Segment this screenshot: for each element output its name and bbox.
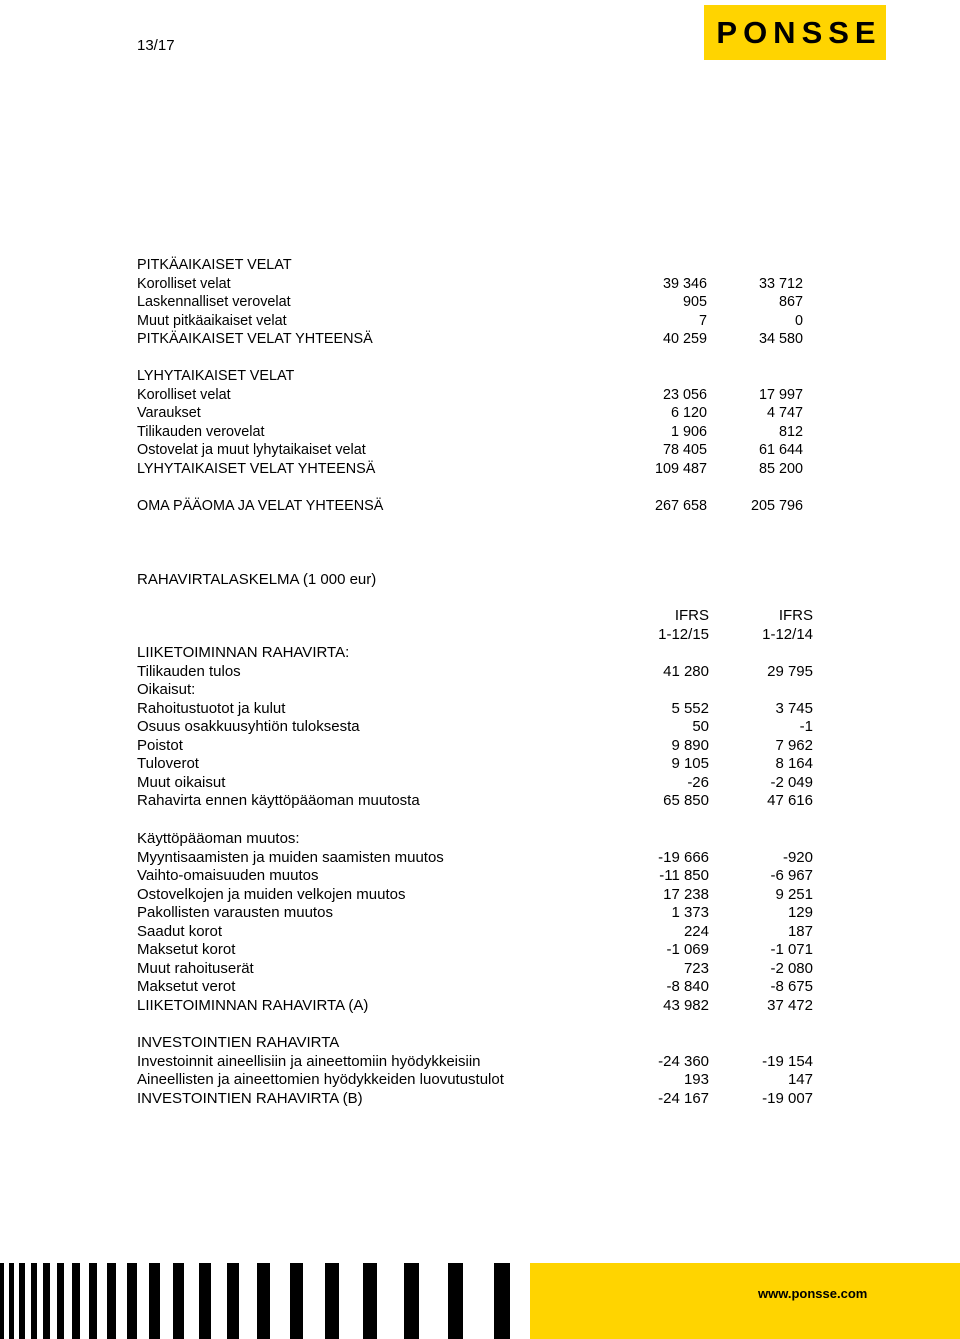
footer-stripe [89, 1263, 97, 1339]
value-current: 5 552 [671, 699, 709, 717]
value-previous: -19 154 [762, 1052, 813, 1070]
footer-stripe [72, 1263, 80, 1339]
column-header-standard: IFRS [778, 607, 813, 624]
value-previous: 867 [778, 294, 803, 310]
ponsse-logo [704, 5, 886, 60]
value-current: 905 [682, 294, 707, 310]
row-label: Muut pitkäaikaiset velat [137, 312, 287, 329]
table-row [137, 644, 817, 663]
operating-cash-flow-section [137, 607, 817, 811]
table-row [137, 1034, 817, 1053]
footer-stripe [404, 1263, 419, 1339]
column-header-standard: IFRS [674, 607, 709, 624]
value-current: 17 238 [663, 885, 709, 903]
value-current: 9 105 [671, 755, 709, 772]
value-current: 723 [683, 959, 709, 977]
row-label: Tilikauden verovelat [137, 423, 265, 440]
row-label: Ostovelkojen ja muiden velkojen muutos [137, 885, 406, 903]
value-previous: 129 [787, 904, 813, 921]
long-term-liabilities-section [137, 256, 817, 349]
table-row [137, 700, 817, 719]
table-row [137, 367, 817, 386]
footer-stripe [19, 1263, 25, 1339]
label-text: kulut [253, 699, 286, 717]
equity-and-liabilities-total [137, 497, 817, 516]
row-label: LIIKETOIMINNAN RAHAVIRTA: [137, 644, 350, 661]
value-previous: 4 747 [766, 405, 803, 421]
row-label: Myyntisaamisten ja muiden saamisten muutos [137, 848, 444, 866]
table-row [137, 1071, 817, 1090]
table-row [137, 960, 817, 979]
value-current: -8 840 [666, 978, 709, 995]
value-previous: 61 644 [758, 442, 803, 458]
column-header-period: 1-12/14 [762, 625, 813, 643]
footer-stripe [290, 1263, 303, 1339]
value-current: 109 487 [654, 460, 707, 477]
table-row [137, 423, 817, 442]
value-previous: 34 580 [758, 331, 803, 347]
table-row [137, 386, 817, 405]
value-current: 23 056 [662, 386, 707, 403]
value-previous: -19 007 [762, 1089, 813, 1107]
row-label: Tilikauden tulos [137, 662, 241, 680]
table-row [137, 330, 817, 349]
value-previous: 812 [778, 423, 803, 440]
row-label: Korolliset velat [137, 275, 231, 292]
footer-stripe [257, 1263, 270, 1339]
value-current: 7 [698, 312, 707, 329]
table-row [137, 904, 817, 923]
value-current: -1 069 [666, 941, 709, 958]
website-url: www.ponsse.com [758, 1286, 868, 1301]
table-row [137, 978, 817, 997]
table-row [137, 312, 817, 331]
value-previous: 9 251 [775, 885, 813, 903]
row-label [137, 700, 285, 719]
table-row [137, 867, 817, 886]
cash-flow-title-section [137, 571, 817, 590]
value-previous: 17 997 [758, 386, 803, 403]
row-label: Rahavirta ennen käyttöpääoman muutosta [137, 792, 420, 809]
table-row [137, 275, 817, 294]
label-text: Rahoitustuotot ja [137, 699, 254, 717]
value-current: 40 259 [662, 331, 707, 347]
footer-stripe [127, 1263, 137, 1339]
value-current: 6 120 [670, 405, 707, 421]
footer-stripe-band [0, 1263, 960, 1339]
footer-stripe [31, 1263, 37, 1339]
footer-stripe [43, 1263, 50, 1339]
table-row [137, 497, 817, 516]
value-current: 267 658 [654, 498, 707, 514]
row-label: Maksetut verot [137, 978, 236, 995]
value-current: 1 906 [670, 423, 707, 440]
value-current: -26 [687, 773, 709, 791]
table-row [137, 663, 817, 682]
table-row [137, 941, 817, 960]
table-row [137, 849, 817, 868]
value-previous: 187 [787, 922, 813, 940]
table-row [137, 681, 817, 700]
value-current: -19 666 [658, 848, 709, 866]
value-current: -24 360 [658, 1052, 709, 1070]
table-row [137, 923, 817, 942]
table-row [137, 1090, 817, 1109]
value-previous: 47 616 [767, 792, 813, 809]
value-previous: -8 675 [770, 978, 813, 995]
table-row [137, 755, 817, 774]
value-previous: 0 [794, 312, 803, 329]
row-label: LYHYTAIKAISET VELAT YHTEENSÄ [137, 460, 376, 477]
footer-stripe [107, 1263, 116, 1339]
footer-stripe [173, 1263, 184, 1339]
value-current: 39 346 [662, 275, 707, 292]
table-row [137, 886, 817, 905]
value-current: -11 850 [659, 867, 709, 884]
row-label: LYHYTAIKAISET VELAT [137, 368, 295, 384]
footer-stripe [149, 1263, 160, 1339]
table-row [137, 404, 817, 423]
column-header-row [137, 607, 817, 626]
row-label: Laskennalliset verovelat [137, 294, 291, 310]
row-label: LIIKETOIMINNAN RAHAVIRTA (A) [137, 996, 369, 1014]
row-label: Pakollisten varausten muutos [137, 904, 333, 921]
table-row [137, 718, 817, 737]
short-term-liabilities-section [137, 367, 817, 478]
row-label: Tuloverot [137, 755, 199, 772]
value-previous: 147 [787, 1071, 813, 1088]
row-label: Korolliset velat [137, 386, 231, 403]
page-number: 13/17 [137, 37, 175, 54]
table-row [137, 774, 817, 793]
value-current: 193 [683, 1071, 709, 1088]
row-label: Aineellisten ja aineettomien hyödykkeiden luovutustulot [137, 1071, 504, 1088]
row-label: Osuus osakkuusyhtiön tuloksesta [137, 718, 360, 735]
value-previous: 3 745 [775, 699, 813, 717]
value-current: 43 982 [663, 996, 709, 1014]
footer-stripe [227, 1263, 239, 1339]
row-label: Muut rahoituserät [137, 959, 254, 977]
row-label: PITKÄAIKAISET VELAT YHTEENSÄ [137, 331, 373, 347]
value-previous: 37 472 [767, 996, 813, 1014]
row-label: Maksetut korot [137, 941, 236, 958]
value-previous: 33 712 [758, 275, 803, 292]
value-previous: -920 [782, 848, 813, 866]
row-label: INVESTOINTIEN RAHAVIRTA [137, 1034, 340, 1051]
table-row [137, 997, 817, 1016]
row-label: Poistot [137, 736, 183, 754]
value-previous: 7 962 [775, 736, 813, 754]
row-label: OMA PÄÄOMA JA VELAT YHTEENSÄ [137, 498, 384, 514]
footer-stripe [448, 1263, 463, 1339]
value-current: -24 167 [658, 1089, 709, 1107]
table-row [137, 460, 817, 479]
cash-flow-title [137, 571, 817, 590]
value-previous: -2 080 [770, 959, 813, 977]
table-row [137, 293, 817, 312]
table-row [137, 830, 817, 849]
value-previous: 205 796 [750, 498, 803, 514]
value-previous: -1 071 [770, 941, 813, 958]
value-current: 50 [692, 718, 709, 735]
table-row [137, 256, 817, 275]
value-current: 78 405 [662, 442, 707, 458]
column-header-row [137, 626, 817, 645]
value-current: 224 [683, 922, 709, 940]
logo-text: PONSSE [716, 15, 882, 50]
section-title: RAHAVIRTALASKELMA (1 000 eur) [137, 571, 377, 588]
row-label: Varaukset [137, 405, 201, 421]
value-previous: 29 795 [767, 662, 813, 680]
working-capital-section [137, 830, 817, 1015]
footer-stripe [57, 1263, 64, 1339]
table-row [137, 1053, 817, 1072]
footer-stripe [9, 1263, 14, 1339]
footer-stripe [494, 1263, 510, 1339]
column-header-period: 1-12/15 [658, 625, 709, 643]
footer-stripe [199, 1263, 211, 1339]
value-current: 65 850 [663, 792, 709, 809]
row-label: Saadut korot [137, 922, 223, 940]
row-label: Muut oikaisut [137, 773, 226, 791]
value-previous: -2 049 [770, 773, 813, 791]
table-row [137, 441, 817, 460]
value-previous: 8 164 [775, 755, 813, 772]
footer-yellow-block [530, 1263, 960, 1339]
row-label: INVESTOINTIEN RAHAVIRTA (B) [137, 1089, 363, 1107]
value-current: 41 280 [663, 662, 709, 680]
row-label: Investoinnit aineellisiin ja aineettomiin hyödykkeisiin [137, 1052, 481, 1070]
row-label: Vaihto-omaisuuden muutos [137, 867, 319, 884]
table-row [137, 792, 817, 811]
value-current: 1 373 [671, 904, 709, 921]
value-previous: 85 200 [758, 460, 803, 477]
value-previous: -6 967 [770, 867, 813, 884]
value-current: 9 890 [671, 736, 709, 754]
row-label: PITKÄAIKAISET VELAT [137, 257, 292, 273]
row-label: Käyttöpääoman muutos: [137, 830, 300, 847]
value-previous: -1 [799, 718, 813, 735]
row-label: Oikaisut: [137, 681, 196, 698]
table-row [137, 737, 817, 756]
footer-stripe [0, 1263, 4, 1339]
row-label: Ostovelat ja muut lyhytaikaiset velat [137, 442, 366, 458]
footer-stripe [325, 1263, 339, 1339]
footer-stripe [363, 1263, 377, 1339]
investing-cash-flow-section [137, 1034, 817, 1108]
